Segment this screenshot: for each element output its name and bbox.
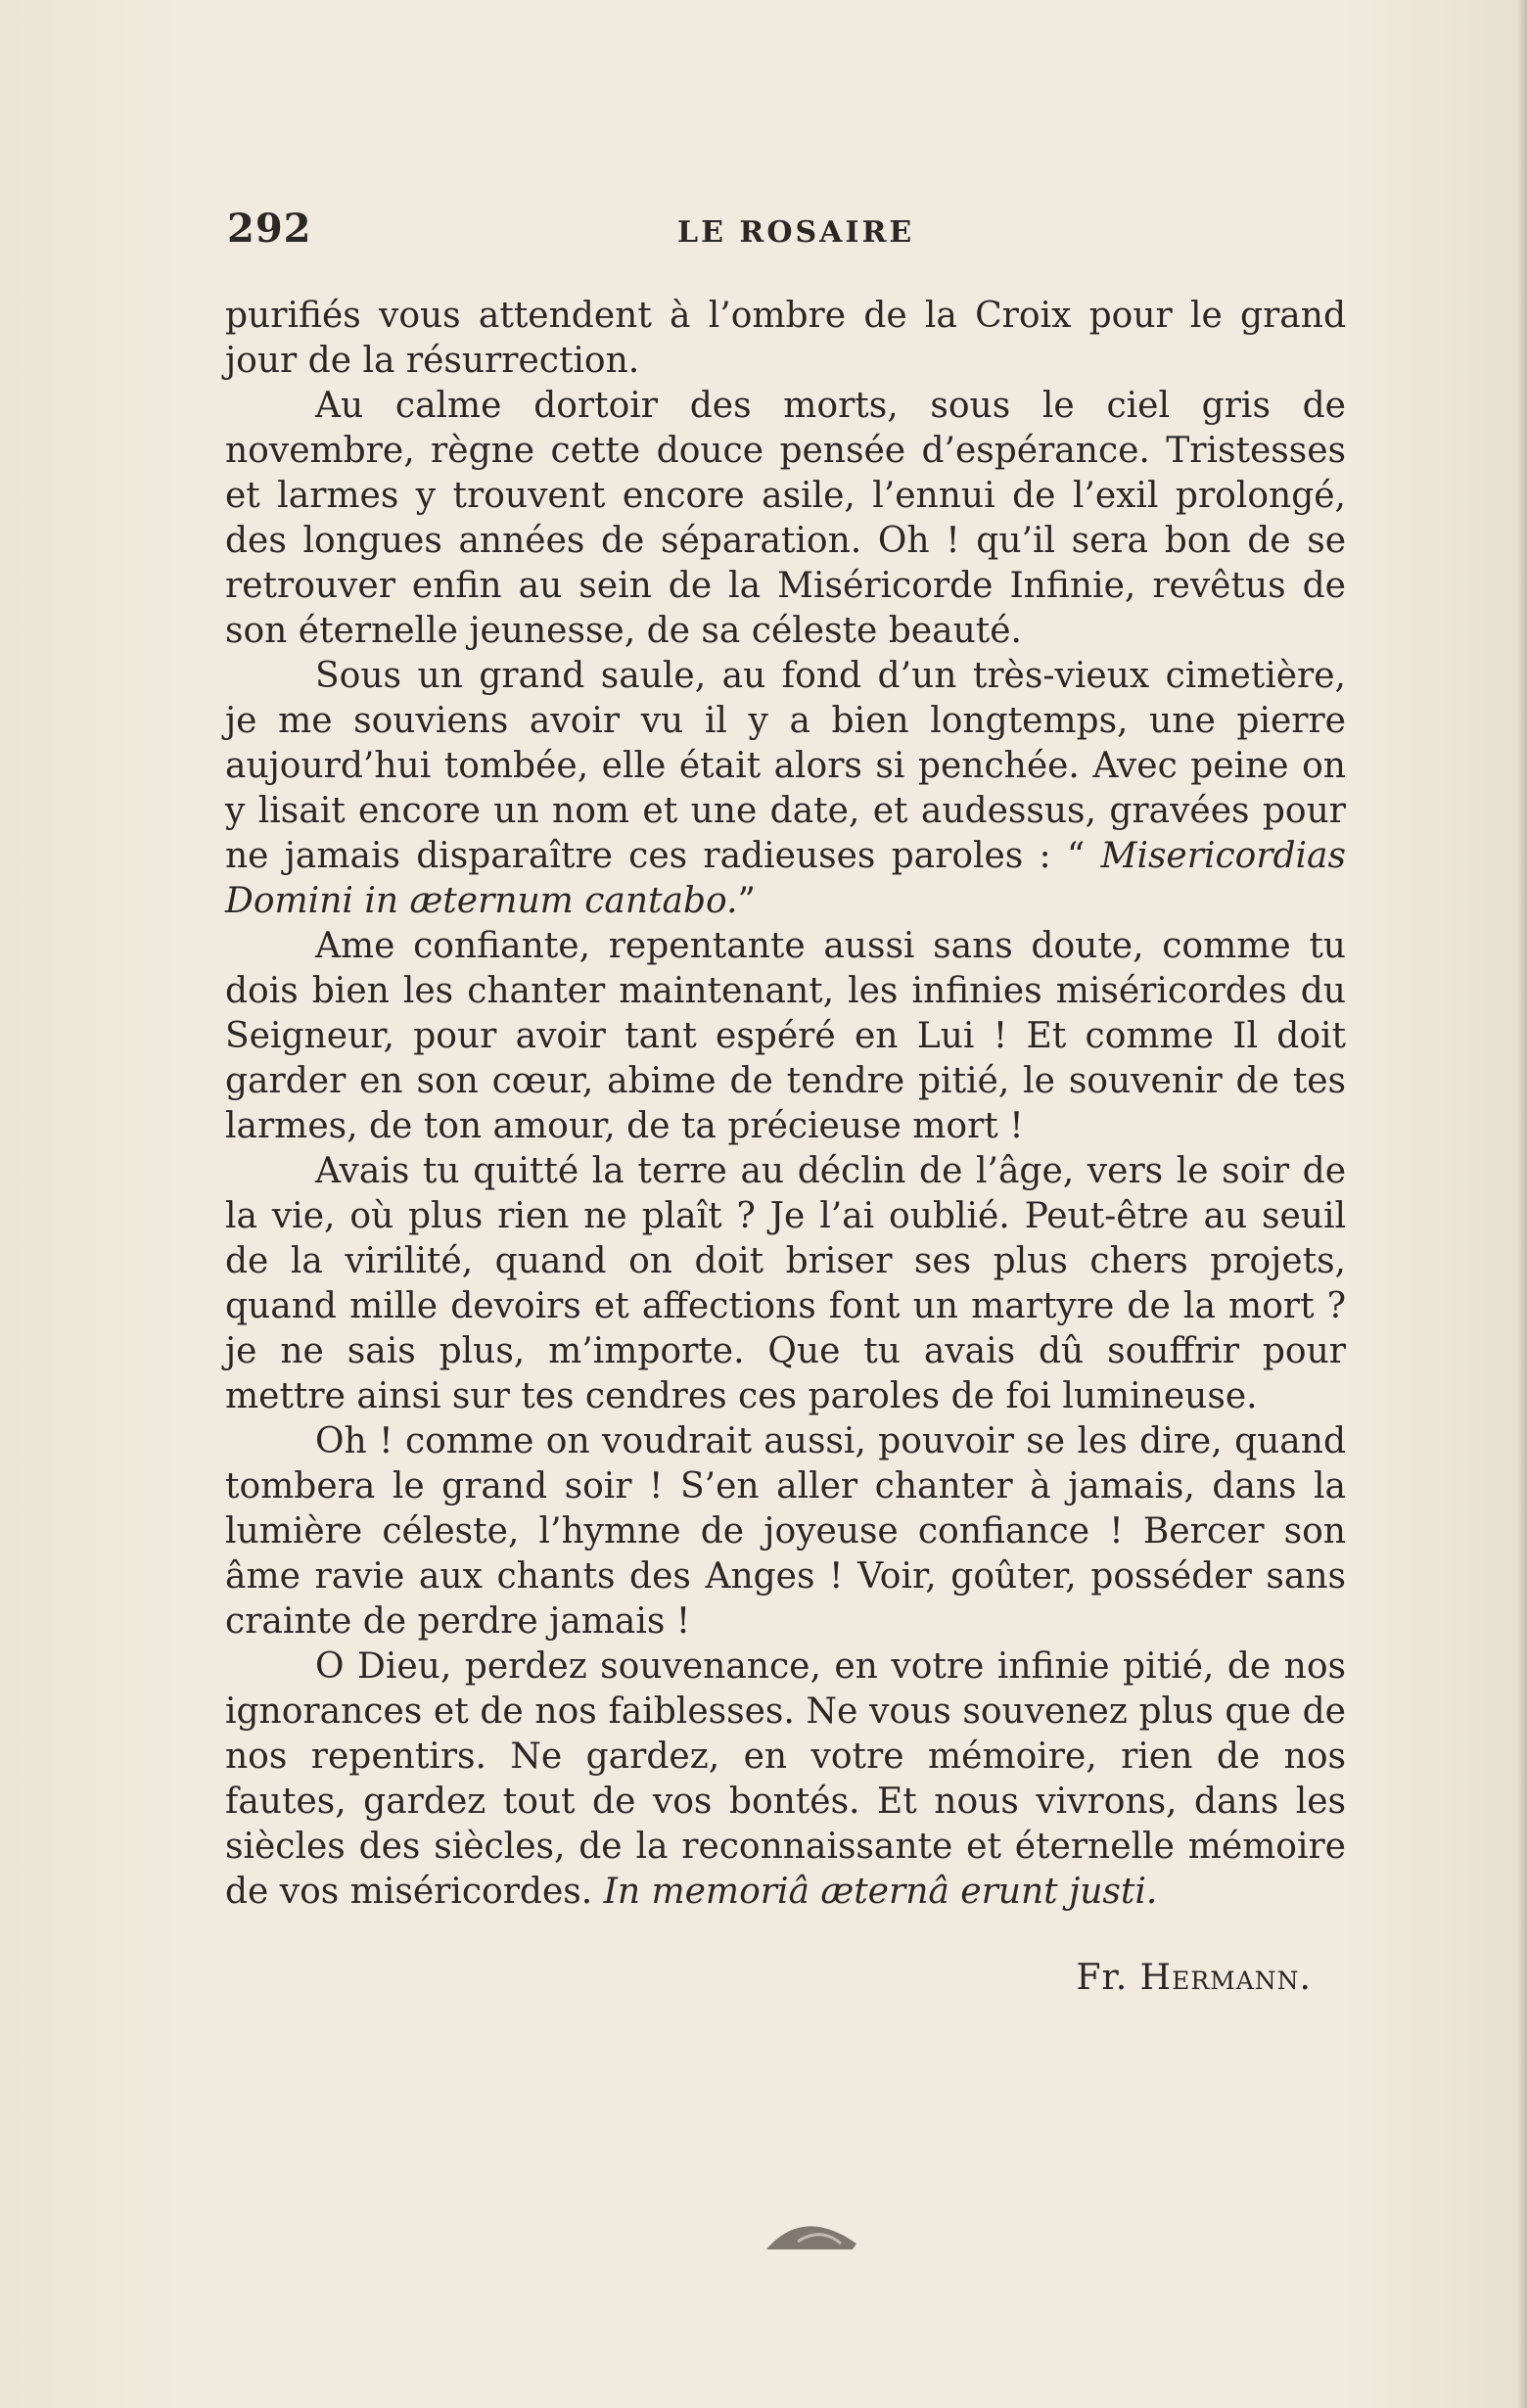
ornament-mark — [759, 2214, 866, 2253]
signature-prefix: Fr. — [1076, 1958, 1140, 1998]
paragraph-text: purifiés vous attendent à l’ombre de la Croix pour le grand jour de la résurrection. — [225, 296, 1346, 381]
paragraph-text: Sous un grand saule, au fond d’un très-vieux cimetière, je me souviens avoir vu il y a bien longtemps, une pierre aujourd’hui tombée, elle était alors si penchée. Avec peine on y lisait encore un nom et une date, et audessus, gravées pour ne jamais disparaître ces radieuses paroles : “ — [225, 656, 1346, 876]
paragraph — [225, 294, 1346, 384]
paragraph — [225, 1644, 1346, 1915]
signature-name: Hermann — [1139, 1958, 1300, 1998]
paragraph — [225, 384, 1346, 654]
paragraph-text: O Dieu, perdez souvenance, en votre infinie pitié, de nos ignorances et de nos faiblesses. Ne vous souvenez plus que de nos repentirs. Ne gardez, en votre mémoire, rien de nos fautes, gardez tout de vos bontés. Et nous vivrons, dans les siècles des siècles, de la reconnaissante et éternelle mémoire de vos miséricordes. — [225, 1646, 1346, 1912]
page-edge-shadow — [1517, 0, 1527, 2408]
paragraph-text: Ame confiante, repentante aussi sans doute, comme tu dois bien les chanter maintenant, les infinies miséricordes du Seigneur, pour avoir tant espéré en Lui ! Et comme Il doit garder en son cœur, abime de tendre pitié, le souvenir de tes larmes, de ton amour, de ta précieuse mort ! — [225, 926, 1346, 1146]
page-number: 292 — [227, 206, 312, 252]
paragraph-text: ” — [737, 881, 756, 921]
paragraph — [225, 654, 1346, 924]
paragraph-text: Avais tu quitté la terre au déclin de l’âge, vers le soir de la vie, où plus rien ne plaît ? Je l’ai oublié. Peut-être au seuil de la virilité, quand on doit briser ses plus chers projets, quand mille devoirs et affections font un martyre de la mort ? je ne sais plus, m’importe. Que tu avais dû souffrir pour mettre ainsi sur tes cendres ces paroles de foi lumineuse. — [225, 1151, 1346, 1416]
running-title: LE ROSAIRE — [677, 215, 915, 250]
body-text — [225, 294, 1346, 1915]
paragraph — [225, 924, 1346, 1149]
author-signature — [979, 1958, 1312, 1998]
paragraph-text: Oh ! comme on voudrait aussi, pouvoir se les dire, quand tombera le grand soir ! S’en aller chanter à jamais, dans la lumière céleste, l’hymne de joyeuse confiance ! Bercer son âme ravie aux chants des Anges ! Voir, goûter, posséder sans crainte de perdre jamais ! — [225, 1421, 1346, 1642]
paragraph — [225, 1149, 1346, 1419]
signature-suffix: . — [1299, 1958, 1312, 1998]
paragraph — [225, 1419, 1346, 1644]
paragraph-text: Au calme dortoir des morts, sous le ciel gris de novembre, règne cette douce pensée d’espérance. Tristesses et larmes y trouvent encore asile, l’ennui de l’exil prolongé, des longues années de séparation. Oh ! qu’il sera bon de se retrouver enfin au sein de la Miséricorde Infinie, revêtus de son éternelle jeunesse, de sa céleste beauté. — [225, 386, 1346, 651]
latin-quotation: Misericordias Domini in æternum cantabo. — [225, 836, 1346, 921]
latin-quotation: In memoriâ æternâ erunt justi. — [603, 1872, 1158, 1912]
page-header — [227, 206, 1343, 255]
